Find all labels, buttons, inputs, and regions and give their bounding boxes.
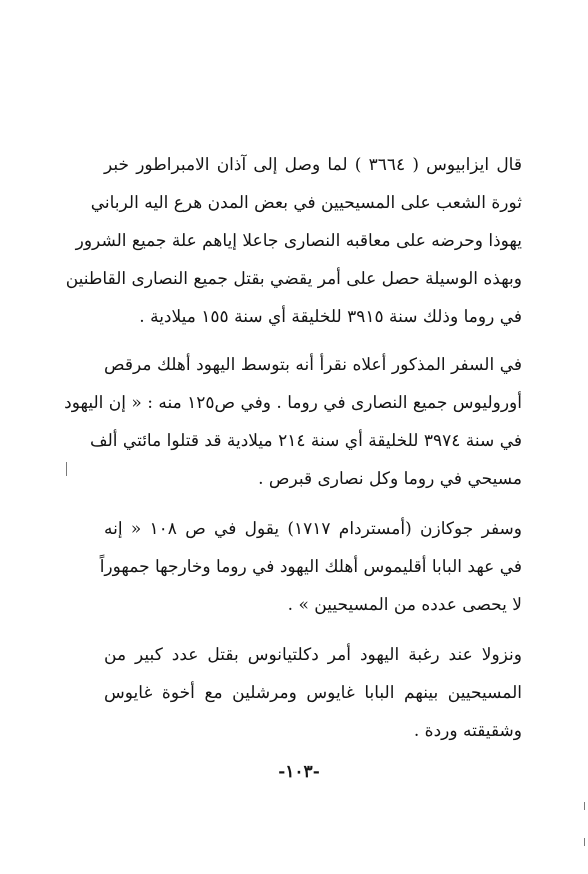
- paragraph-4: [104, 636, 522, 750]
- text-line: وبهذه الوسيلة حصل على أمر يقضي بقتل جميع النصارى القاطنين: [65, 269, 522, 289]
- paragraph-1: [65, 146, 522, 336]
- scan-speck: [66, 462, 67, 476]
- text-line: ثورة الشعب على المسيحيين في بعض المدن هرع اليه الرباني: [90, 193, 522, 213]
- text-line: في السفر المذكور أعلاه نقرأ أنه بتوسط اليهود أهلك مرقص: [104, 355, 522, 375]
- text-line: المسيحيين بينهم البابا غايوس ومرشلين مع أخوة غايوس: [104, 683, 522, 703]
- text-line: ونزولا عند رغبة اليهود أمر دكلتيانوس بقتل عدد كبير من: [104, 645, 522, 665]
- text-line: يهوذا وحرضه على معاقبه النصارى جاعلا إياهم علة جميع الشرور: [75, 231, 522, 251]
- text-line: في سنة ٣٩٧٤ للخليقة أي سنة ٢١٤ ميلادية قد قتلوا مائتي ألف: [90, 431, 522, 451]
- page-number: -١٠٣-: [278, 762, 320, 782]
- text-line: أوروليوس جميع النصارى في روما . وفي ص١٢٥ منه : « إن اليهود: [64, 393, 522, 413]
- scan-speck: [584, 802, 585, 810]
- text-line: وشقيقته وردة .: [413, 721, 522, 741]
- scan-speck: [584, 838, 585, 846]
- text-line: وسفر جوكازن (أمستردام ١٧١٧) يقول في ص ١٠٨ « إنه: [104, 519, 523, 539]
- paragraph-3: [99, 510, 523, 624]
- text-line: مسيحي في روما وكل نصارى قبرص .: [258, 469, 522, 489]
- paragraph-2: [64, 346, 522, 498]
- text-line: لا يحصى عدده من المسيحيين » .: [287, 595, 522, 615]
- text-line: قال ايزابيوس ( ٣٦٦٤ ) لما وصل إلى آذان الامبراطور خبر: [104, 155, 522, 175]
- text-line: في عهد البابا أقليموس أهلك اليهود في روما وخارجها جمهوراً: [99, 557, 522, 577]
- text-line: في روما وذلك سنة ٣٩١٥ للخليقة أي سنة ١٥٥ ميلادية .: [139, 307, 522, 327]
